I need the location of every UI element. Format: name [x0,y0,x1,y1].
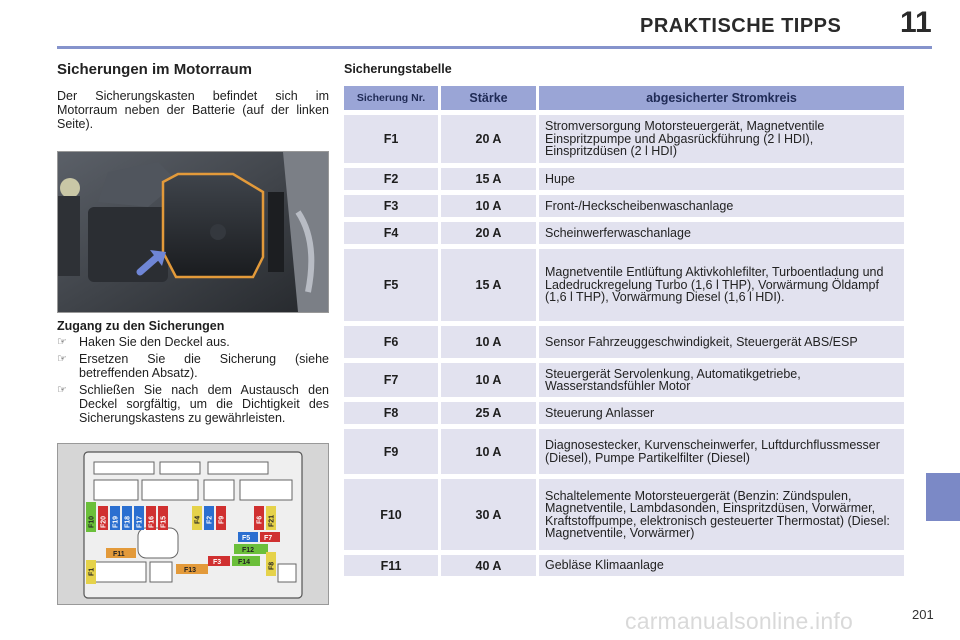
column-header-number: Sicherung Nr. [344,86,438,110]
fuse-rating: 40 A [438,555,536,576]
fuse-f1 [86,560,96,584]
chapter-side-tab [926,473,960,521]
fuse-f20 [98,506,108,530]
list-item: ☞ Schließen Sie nach dem Austausch den Deckel sorgfältig, um die Dichtigkeit des Sicherungskastens zu gewährleisten. [57,383,329,425]
intro-paragraph: Der Sicherungskasten befindet sich im Motorraum neben der Batterie (auf der linken Seite). [57,89,329,131]
fuse-number: F2 [344,168,438,190]
table-header-row [344,86,904,110]
column-header-circuit: abgesicherter Stromkreis [536,86,904,110]
pointing-hand-icon: ☞ [57,353,67,365]
fuse-circuit: Gebläse Klimaanlage [536,555,904,576]
svg-text:F8: F8 [268,561,276,570]
list-item: ☞ Haken Sie den Deckel aus. [57,335,230,349]
fuse-number: F11 [344,555,438,576]
svg-text:F11: F11 [113,551,125,558]
svg-text:F19: F19 [112,515,120,528]
fuse-f21 [266,506,276,530]
svg-text:F10: F10 [88,515,96,528]
fuse-f15 [158,506,168,530]
svg-text:F4: F4 [194,515,202,524]
engine-bay-illustration [58,152,328,312]
svg-text:F18: F18 [124,515,132,528]
section-title: Sicherungen im Motorraum [57,61,253,78]
fuse-rating: 10 A [438,195,536,217]
svg-text:F13: F13 [184,567,197,574]
fuse-f11 [106,548,136,558]
list-item: ☞ Ersetzen Sie die Sicherung (siehe betreffenden Absatz). [57,352,329,380]
fuse-f9 [216,506,226,530]
table-row [344,479,904,550]
fuse-f4 [192,506,202,530]
fuse-rating: 10 A [438,326,536,358]
fuse-number: F5 [344,249,438,321]
svg-text:F9: F9 [218,515,226,524]
fuse-f18 [122,506,132,530]
svg-text:F1: F1 [88,567,96,576]
fuse-number: F9 [344,429,438,474]
fuse-rating: 10 A [438,363,536,397]
chapter-number: 11 [900,6,932,39]
svg-text:F5: F5 [242,535,251,542]
fuse-circuit: Steuergerät Servolenkung, Automatikgetriebe, Wasserstandsfühler Motor [536,363,904,397]
fuse-circuit: Front-/Heckscheibenwaschanlage [536,195,904,217]
fuse-rating: 25 A [438,402,536,424]
page-header-title: PRAKTISCHE TIPPS [640,15,842,37]
header-divider [57,46,932,49]
table-row [344,195,904,217]
pointing-hand-icon: ☞ [57,384,67,396]
engine-bay-photo [57,151,329,313]
svg-text:F14: F14 [238,559,251,566]
fuse-f7 [260,532,280,542]
fuse-number: F7 [344,363,438,397]
fuse-circuit: Hupe [536,168,904,190]
svg-text:F12: F12 [242,547,255,554]
fuse-f10 [86,502,96,532]
fuse-circuit: Diagnosestecker, Kurvenscheinwerfer, Luftdurchflussmesser (Diesel), Pumpe Partikelfilter (Diesel) [536,429,904,474]
fuse-circuit: Sensor Fahrzeuggeschwindigkeit, Steuergerät ABS/ESP [536,326,904,358]
fuse-number: F1 [344,115,438,163]
svg-text:F2: F2 [206,515,214,524]
fuse-circuit: Steuerung Anlasser [536,402,904,424]
table-row [344,326,904,358]
fuse-f17 [134,506,144,530]
fuse-f6 [254,506,264,530]
fuse-f13 [176,564,208,574]
svg-text:F6: F6 [256,515,264,524]
fuse-rating: 20 A [438,222,536,244]
fuse-rating: 20 A [438,115,536,163]
table-row [344,222,904,244]
fuse-rating: 10 A [438,429,536,474]
fuse-number: F8 [344,402,438,424]
svg-text:F16: F16 [148,515,156,528]
fuse-f14 [232,556,260,566]
fuse-number: F3 [344,195,438,217]
fuse-rating: 15 A [438,168,536,190]
page-number: 201 [912,607,934,622]
fuse-f19 [110,506,120,530]
access-heading: Zugang zu den Sicherungen [57,319,225,333]
fuse-number: F10 [344,479,438,550]
fuse-f12 [234,544,268,554]
watermark-text: carmanualsonline.info [625,608,853,634]
table-row [344,429,904,474]
table-title: Sicherungstabelle [344,62,452,76]
svg-text:F17: F17 [136,515,144,528]
table-row [344,249,904,321]
access-steps-list [57,335,329,428]
svg-text:F21: F21 [268,514,276,527]
fuse-f8 [266,552,276,576]
table-row [344,115,904,163]
fuse-rating: 15 A [438,249,536,321]
fuse-f2 [204,506,214,530]
fuse-table [344,81,904,581]
fuse-circuit: Magnetventile Entlüftung Aktivkohlefilter, Turboentladung und Ladedruckregelung Turbo (1,6 l THP), Vorwärmung Öldampf (1,6 l THP), Vorwärmung Diesel (1,6 l HDI). [536,249,904,321]
fuse-circuit: Schaltelemente Motorsteuergerät (Benzin: Zündspulen, Magnetventile, Lambdasonden, Einspritzdüsen, Vorwärmer, Kraftstoffpumpe, elektronisch gesteuerter Thermostat) (Diesel: Magnetventile, Vorwärmer) [536,479,904,550]
fuse-number: F6 [344,326,438,358]
table-row [344,363,904,397]
svg-text:F20: F20 [100,515,108,528]
fuse-f5 [238,532,258,542]
table-row [344,555,904,576]
svg-text:F7: F7 [264,535,273,542]
svg-text:F15: F15 [160,515,168,528]
fuse-number: F4 [344,222,438,244]
fuse-circuit: Stromversorgung Motorsteuergerät, Magnetventile Einspritzpumpe und Abgasrückführung (2 l HDI), Einspritzdüsen (2 l HDI) [536,115,904,163]
table-row [344,168,904,190]
pointing-hand-icon: ☞ [57,336,67,348]
column-header-rating: Stärke [438,86,536,110]
table-row [344,402,904,424]
fuse-rating: 30 A [438,479,536,550]
fuse-f16 [146,506,156,530]
fuse-f3 [208,556,230,566]
svg-text:F3: F3 [213,559,222,566]
fuse-circuit: Scheinwerferwaschanlage [536,222,904,244]
fuse-box-diagram [57,443,329,605]
